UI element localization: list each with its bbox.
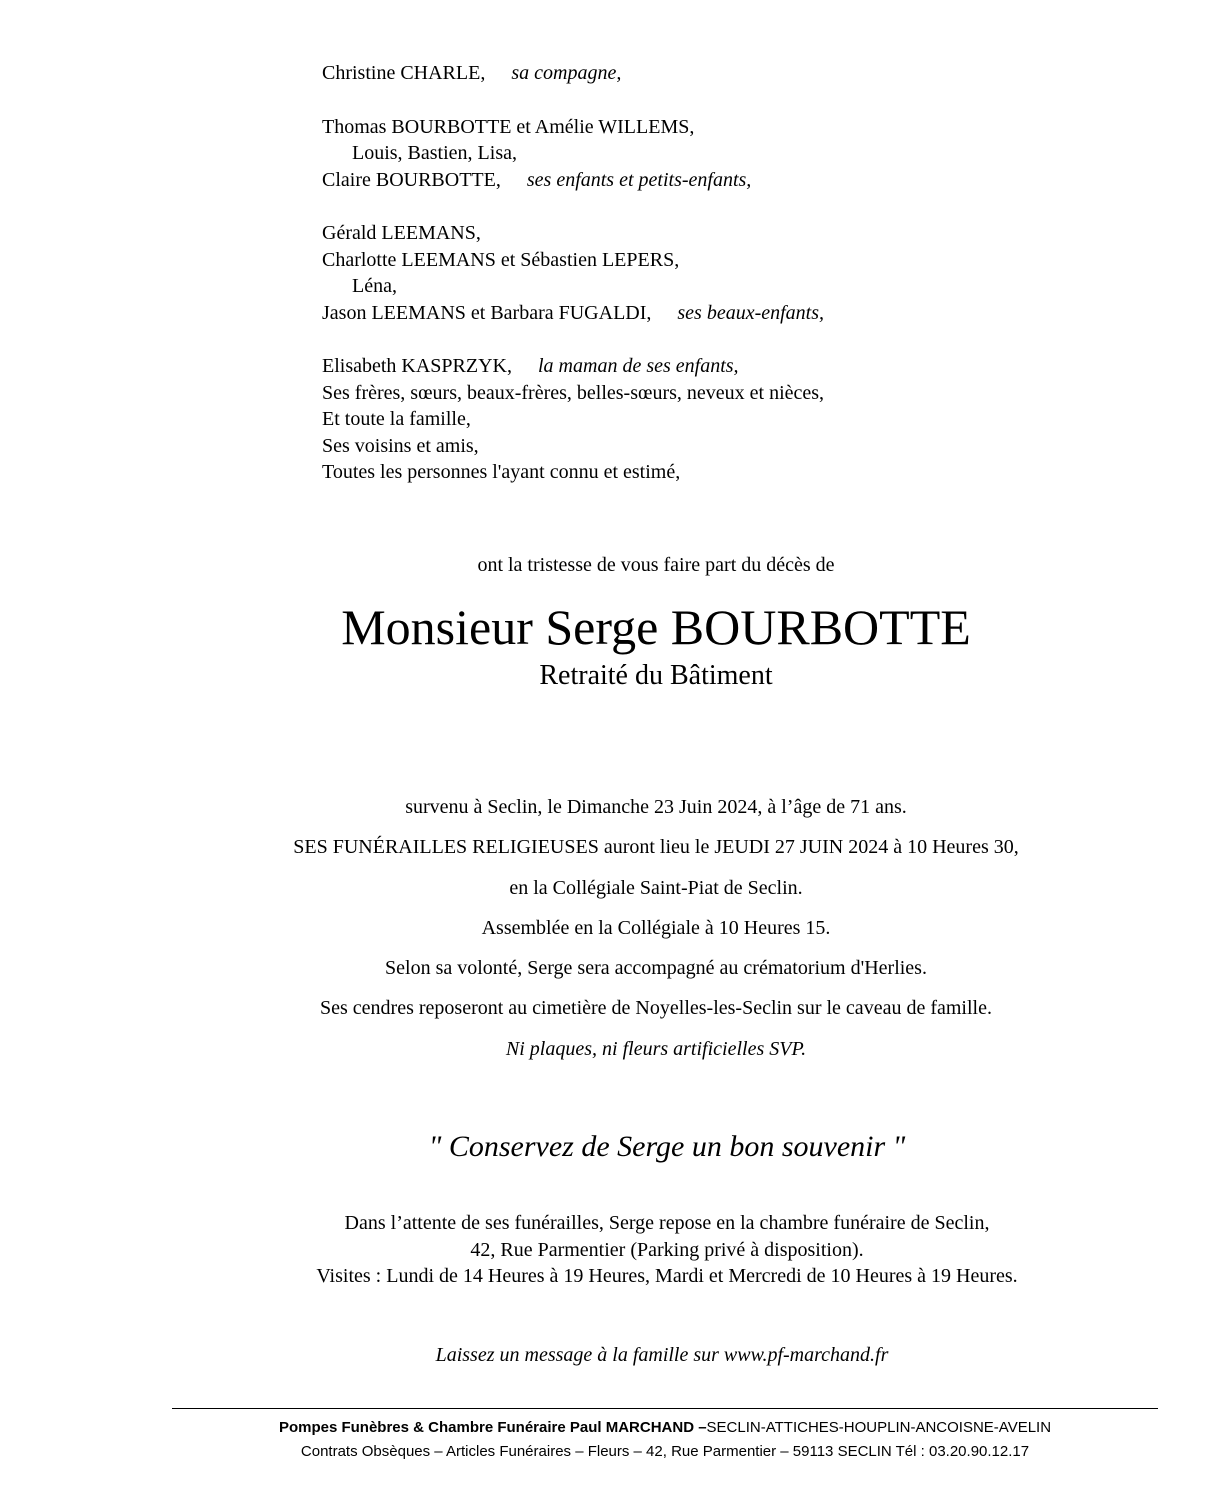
family-line xyxy=(322,220,1082,247)
family-member-names: Ses frères, sœurs, beaux-frères, belles-sœurs, neveux et nièces, xyxy=(322,381,825,404)
family-group-children xyxy=(322,114,1082,194)
family-line xyxy=(322,273,1082,300)
death-date-line: survenu à Seclin, le Dimanche 23 Juin 2024, à l’âge de 71 ans. xyxy=(405,796,907,818)
family-member-names: Jason LEEMANS et Barbara FUGALDI, xyxy=(322,301,652,324)
condolence-message-invite: Laissez un message à la famille sur www.pf-marchand.fr xyxy=(435,1344,889,1366)
family-member-names: Louis, Bastien, Lisa, xyxy=(352,142,517,164)
family-relation: sa compagne, xyxy=(511,62,622,84)
family-group-stepchildren xyxy=(322,220,1082,326)
cremation-line: Selon sa volonté, Serge sera accompagné au crématorium d'Herlies. xyxy=(385,957,927,980)
deceased-occupation: Retraité du Bâtiment xyxy=(539,660,773,691)
family-line xyxy=(322,380,1082,407)
memorial-quote: " Conservez de Serge un bon souvenir " xyxy=(428,1130,906,1163)
family-member-names: Toutes les personnes l'ayant connu et estimé, xyxy=(322,461,681,483)
family-line xyxy=(322,247,1082,274)
death-announcement: ont la tristesse de vous faire part du décès de xyxy=(477,554,835,576)
family-member-names: Et toute la famille, xyxy=(322,408,471,430)
ashes-line: Ses cendres reposeront au cimetière de Noyelles-les-Seclin sur le caveau de famille. xyxy=(320,997,992,1020)
family-member-names: Charlotte LEEMANS et Sébastien LEPERS, xyxy=(322,248,680,271)
family-line xyxy=(322,353,1082,380)
family-line xyxy=(322,459,1082,486)
family-member-names: Léna, xyxy=(352,275,397,297)
family-member-names: Elisabeth KASPRZYK, xyxy=(322,355,512,377)
funeral-service-line: SES FUNÉRAILLES RELIGIEUSES auront lieu le JEUDI 27 JUIN 2024 à 10 Heures 30, xyxy=(293,836,1019,859)
family-line xyxy=(322,114,1082,141)
footer-divider xyxy=(172,1408,1158,1409)
funeral-details xyxy=(0,794,1214,1076)
family-member-names: Claire BOURBOTTE, xyxy=(322,168,501,191)
family-relation: la maman de ses enfants, xyxy=(538,355,739,377)
family-relation: ses enfants et petits-enfants, xyxy=(526,168,752,191)
family-member-names: Thomas BOURBOTTE et Amélie WILLEMS, xyxy=(322,115,695,138)
family-member-names: Gérald LEEMANS, xyxy=(322,222,481,244)
visitation-info xyxy=(0,1210,1214,1290)
family-line xyxy=(322,140,1082,167)
assembly-time-line: Assemblée en la Collégiale à 10 Heures 15. xyxy=(481,916,831,939)
funeral-venue-line: en la Collégiale Saint-Piat de Seclin. xyxy=(509,876,803,899)
visitation-hours-line: Visites : Lundi de 14 Heures à 19 Heures, Mardi et Mercredi de 10 Heures à 19 Heures. xyxy=(316,1265,1018,1287)
funeral-home-locations: SECLIN-ATTICHES-HOUPLIN-ANCOISNE-AVELIN xyxy=(706,1419,1052,1436)
footer-company-line xyxy=(172,1416,1158,1440)
visitation-address-line: 42, Rue Parmentier (Parking privé à disposition). xyxy=(470,1238,864,1261)
family-member-names: Christine CHARLE, xyxy=(322,62,486,84)
deceased-name: Monsieur Serge BOURBOTTE xyxy=(341,599,971,655)
funeral-home-footer xyxy=(172,1416,1158,1464)
family-line xyxy=(322,167,1082,194)
footer-services-line: Contrats Obsèques – Articles Funéraires – Fleurs – 42, Rue Parmentier – 59113 SECLIN Tél : 03.20.90.12.17 xyxy=(300,1443,1030,1460)
family-line xyxy=(322,60,1082,87)
family-line xyxy=(322,406,1082,433)
family-line xyxy=(322,433,1082,460)
family-relation: ses beaux-enfants, xyxy=(677,301,825,324)
family-group-extended xyxy=(322,353,1082,486)
family-group-partner xyxy=(322,60,1082,87)
family-member-names: Ses voisins et amis, xyxy=(322,434,479,457)
family-list xyxy=(322,60,1082,513)
visitation-location-line: Dans l’attente de ses funérailles, Serge repose en la chambre funéraire de Seclin, xyxy=(344,1212,990,1234)
family-line xyxy=(322,300,1082,327)
no-flowers-note: Ni plaques, ni fleurs artificielles SVP. xyxy=(505,1037,807,1060)
funeral-home-name: Pompes Funèbres & Chambre Funéraire Paul MARCHAND – xyxy=(278,1419,707,1436)
